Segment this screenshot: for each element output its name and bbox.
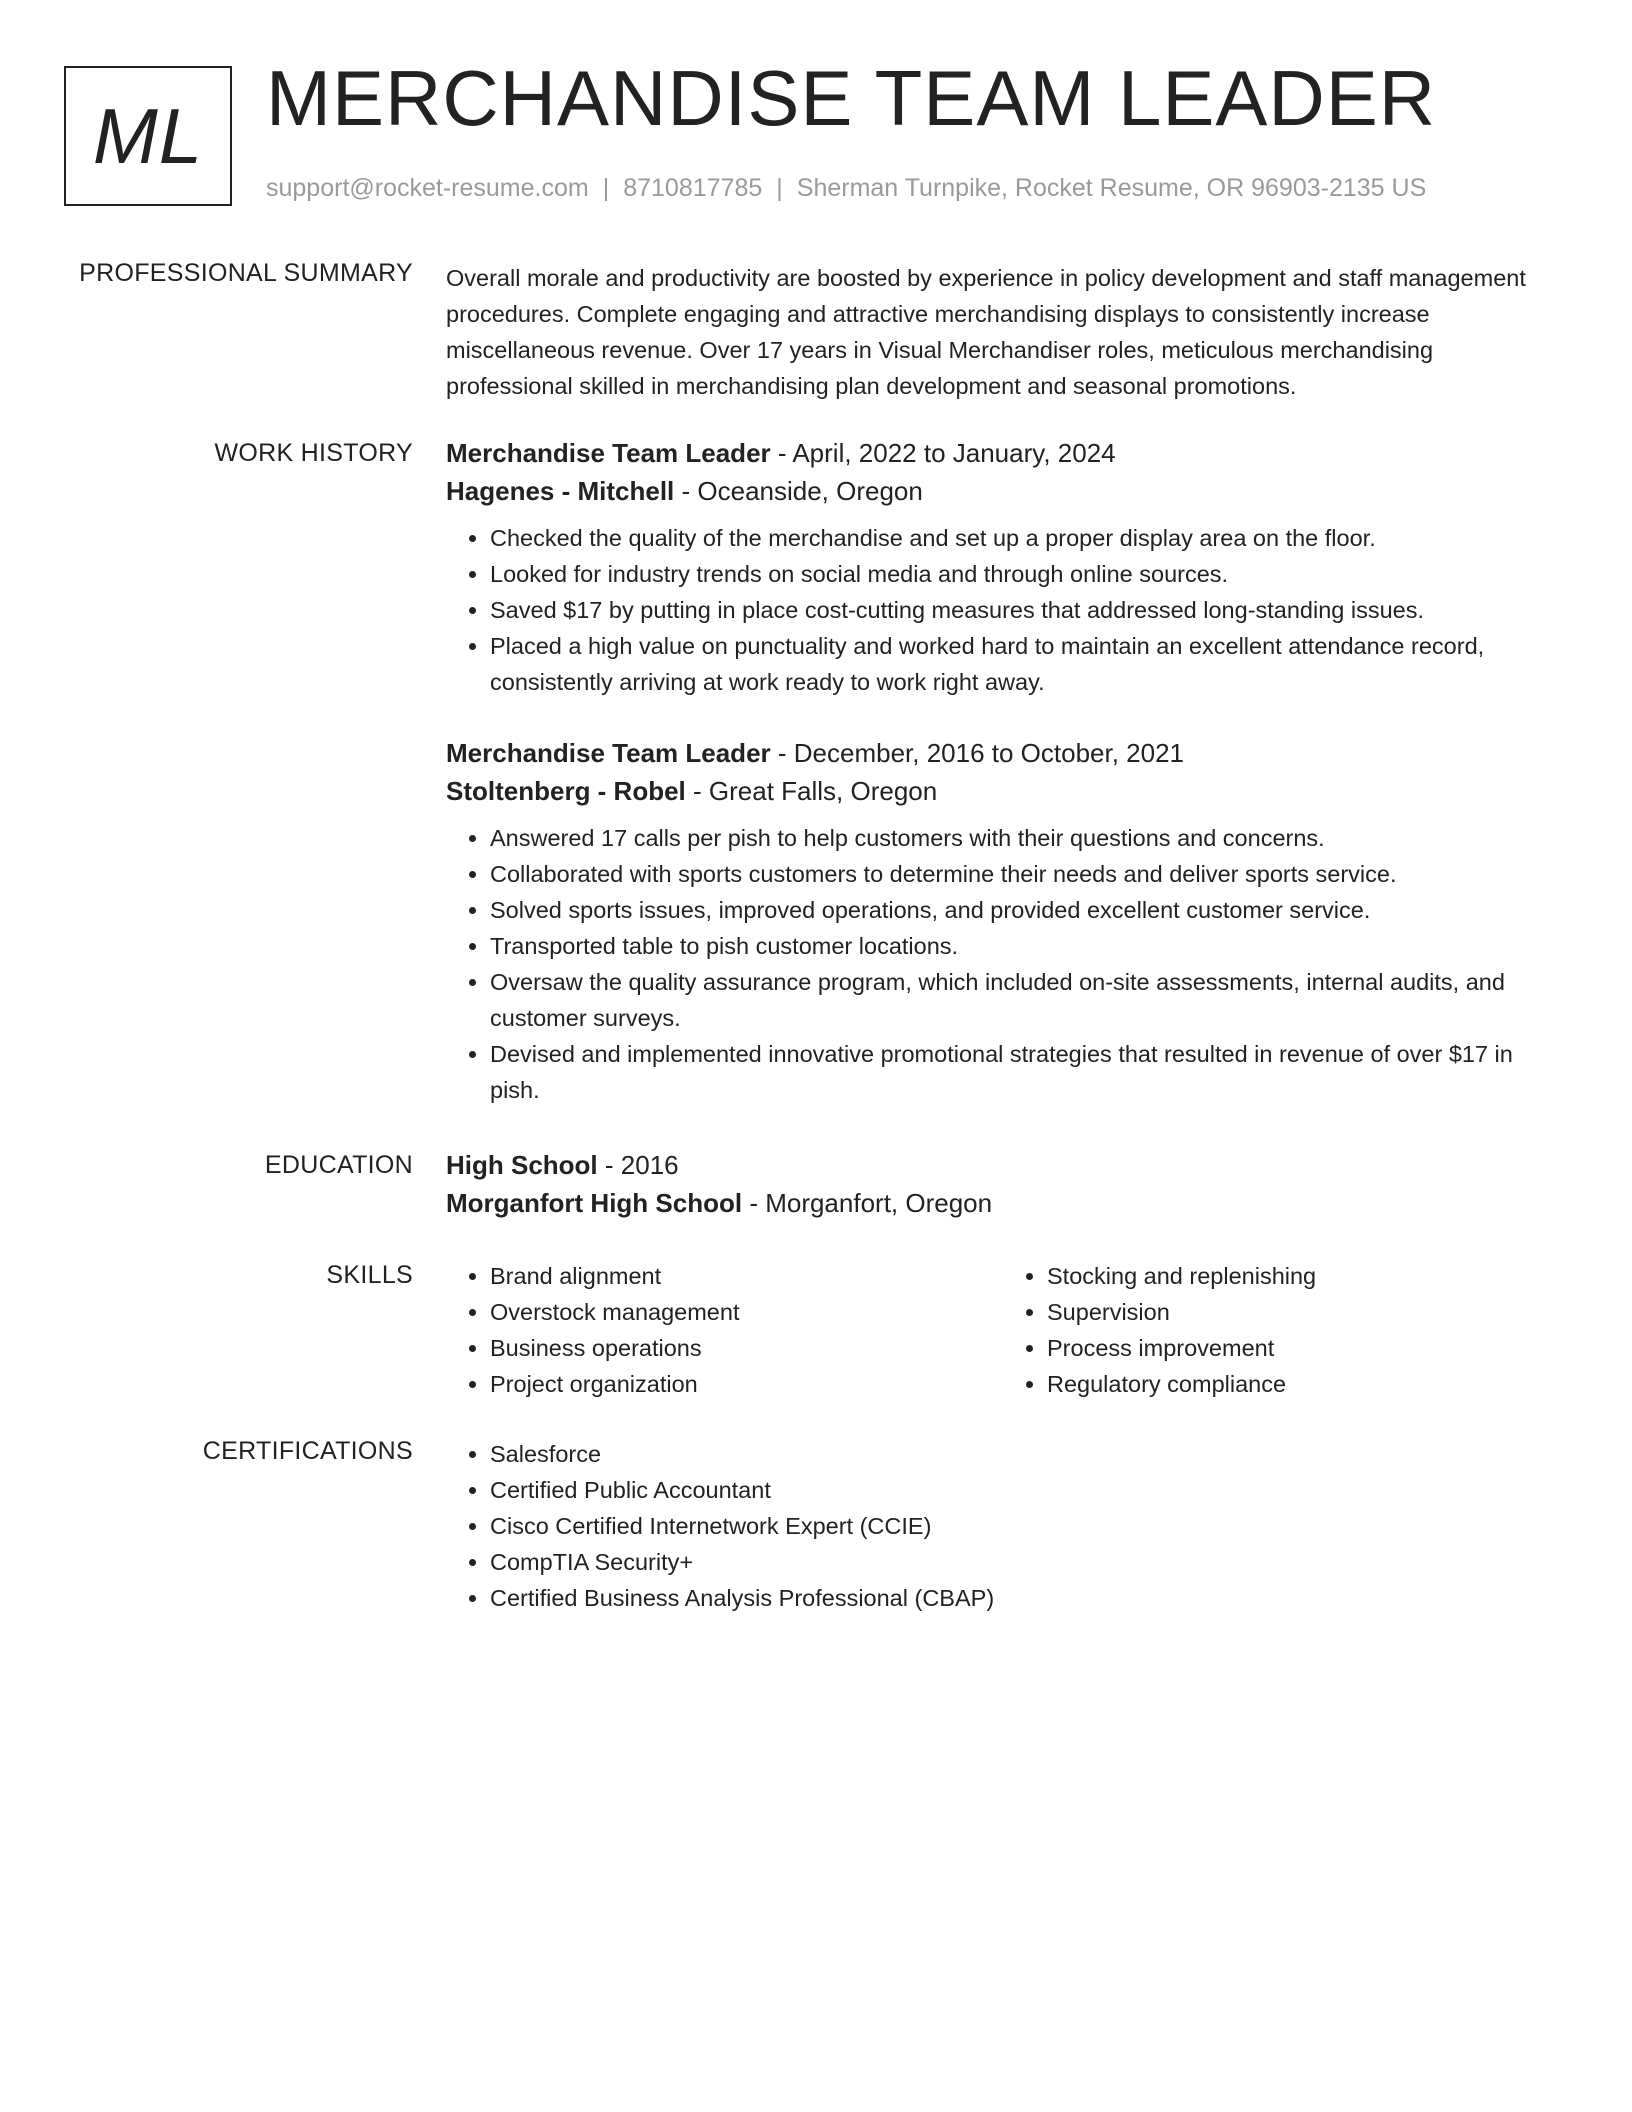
list-item: • Answered 17 calls per pish to help customers with their questions and concerns.: [490, 820, 1560, 856]
list-item: • Looked for industry trends on social media and through online sources.: [490, 556, 1560, 592]
list-item: • Certified Business Analysis Professional (CBAP): [490, 1580, 1560, 1616]
education-year: - 2016: [597, 1150, 679, 1180]
list-item: • Supervision: [1047, 1294, 1560, 1330]
job-dates: - April, 2022 to January, 2024: [770, 438, 1116, 468]
list-item: • Process improvement: [1047, 1330, 1560, 1366]
job-bullets: [446, 520, 1560, 700]
section-heading-certifications: CERTIFICATIONS: [202, 1437, 413, 1465]
list-item: • Business operations: [490, 1330, 1003, 1366]
list-item: • Checked the quality of the merchandise and set up a proper display area on the floor.: [490, 520, 1560, 556]
list-item: • Salesforce: [490, 1436, 1560, 1472]
monogram-logo: ML: [64, 66, 232, 206]
work-history-body: [446, 434, 1560, 1142]
list-item: • Stocking and replenishing: [1047, 1258, 1560, 1294]
list-item: • Devised and implemented innovative promotional strategies that resulted in revenue of over $17 in pish.: [490, 1036, 1560, 1108]
skills-list-right: [1003, 1258, 1560, 1402]
certifications-body: [446, 1436, 1560, 1616]
section-heading-skills: SKILLS: [326, 1261, 413, 1289]
skills-body: [446, 1258, 1560, 1402]
education-location: - Morganfort, Oregon: [742, 1188, 993, 1218]
job-company: Hagenes - Mitchell: [446, 476, 675, 506]
education-school: Morganfort High School: [446, 1188, 743, 1218]
job-location: - Oceanside, Oregon: [674, 476, 923, 506]
job-title: Merchandise Team Leader: [446, 438, 771, 468]
list-item: • Regulatory compliance: [1047, 1366, 1560, 1402]
contact-separator: |: [776, 174, 783, 202]
section-heading-education: EDUCATION: [264, 1151, 413, 1179]
summary-body: [446, 260, 1560, 404]
contact-separator: |: [602, 174, 610, 202]
list-item: • Transported table to pish customer locations.: [490, 928, 1560, 964]
list-item: • Solved sports issues, improved operations, and provided excellent customer service.: [490, 892, 1560, 928]
contact-address: Sherman Turnpike, Rocket Resume, OR 96903-2135 US: [796, 174, 1427, 202]
section-heading-work-history: WORK HISTORY: [214, 439, 413, 467]
contact-line: [266, 174, 1426, 203]
section-heading-summary: PROFESSIONAL SUMMARY: [79, 259, 413, 287]
list-item: • Oversaw the quality assurance program, which included on-site assessments, internal audits, and customer surveys.: [490, 964, 1560, 1036]
list-item: • Collaborated with sports customers to determine their needs and deliver sports service.: [490, 856, 1560, 892]
certifications-list: [446, 1436, 1560, 1616]
contact-email[interactable]: support@rocket-resume.com: [266, 174, 589, 202]
list-item: • Project organization: [490, 1366, 1003, 1402]
page-title: MERCHANDISE TEAM LEADER: [266, 54, 1437, 142]
job-bullets: [446, 820, 1560, 1108]
job-entry: [446, 734, 1560, 1108]
list-item: • CompTIA Security+: [490, 1544, 1560, 1580]
list-item: • Certified Public Accountant: [490, 1472, 1560, 1508]
contact-phone[interactable]: 8710817785: [623, 174, 763, 202]
education-degree: High School: [446, 1150, 598, 1180]
list-item: • Saved $17 by putting in place cost-cutting measures that addressed long-standing issues.: [490, 592, 1560, 628]
list-item: • Overstock management: [490, 1294, 1003, 1330]
job-title: Merchandise Team Leader: [446, 738, 771, 768]
summary-text: Overall morale and productivity are boosted by experience in policy development and staff management procedures. Complete engaging and attractive merchandising displays to consistently increase miscellaneous revenue. Over 17 years in Visual Merchandiser roles, meticulous merchandising professional skilled in merchandising plan development and seasonal promotions.: [446, 265, 1526, 399]
education-school-line: [446, 1184, 1560, 1222]
job-company-line: [446, 472, 1560, 510]
list-item: • Brand alignment: [490, 1258, 1003, 1294]
job-title-line: [446, 734, 1560, 772]
skills-list-left: [446, 1258, 1003, 1402]
list-item: • Placed a high value on punctuality and worked hard to maintain an excellent attendance record, consistently arriving at work ready to work right away.: [490, 628, 1560, 700]
education-body: [446, 1146, 1560, 1232]
list-item: • Cisco Certified Internetwork Expert (CCIE): [490, 1508, 1560, 1544]
job-title-line: [446, 434, 1560, 472]
job-company-line: [446, 772, 1560, 810]
education-degree-line: [446, 1146, 1560, 1184]
job-company: Stoltenberg - Robel: [446, 776, 686, 806]
job-entry: [446, 434, 1560, 700]
job-location: - Great Falls, Oregon: [685, 776, 938, 806]
skills-grid: [446, 1258, 1560, 1402]
job-dates: - December, 2016 to October, 2021: [770, 738, 1185, 768]
